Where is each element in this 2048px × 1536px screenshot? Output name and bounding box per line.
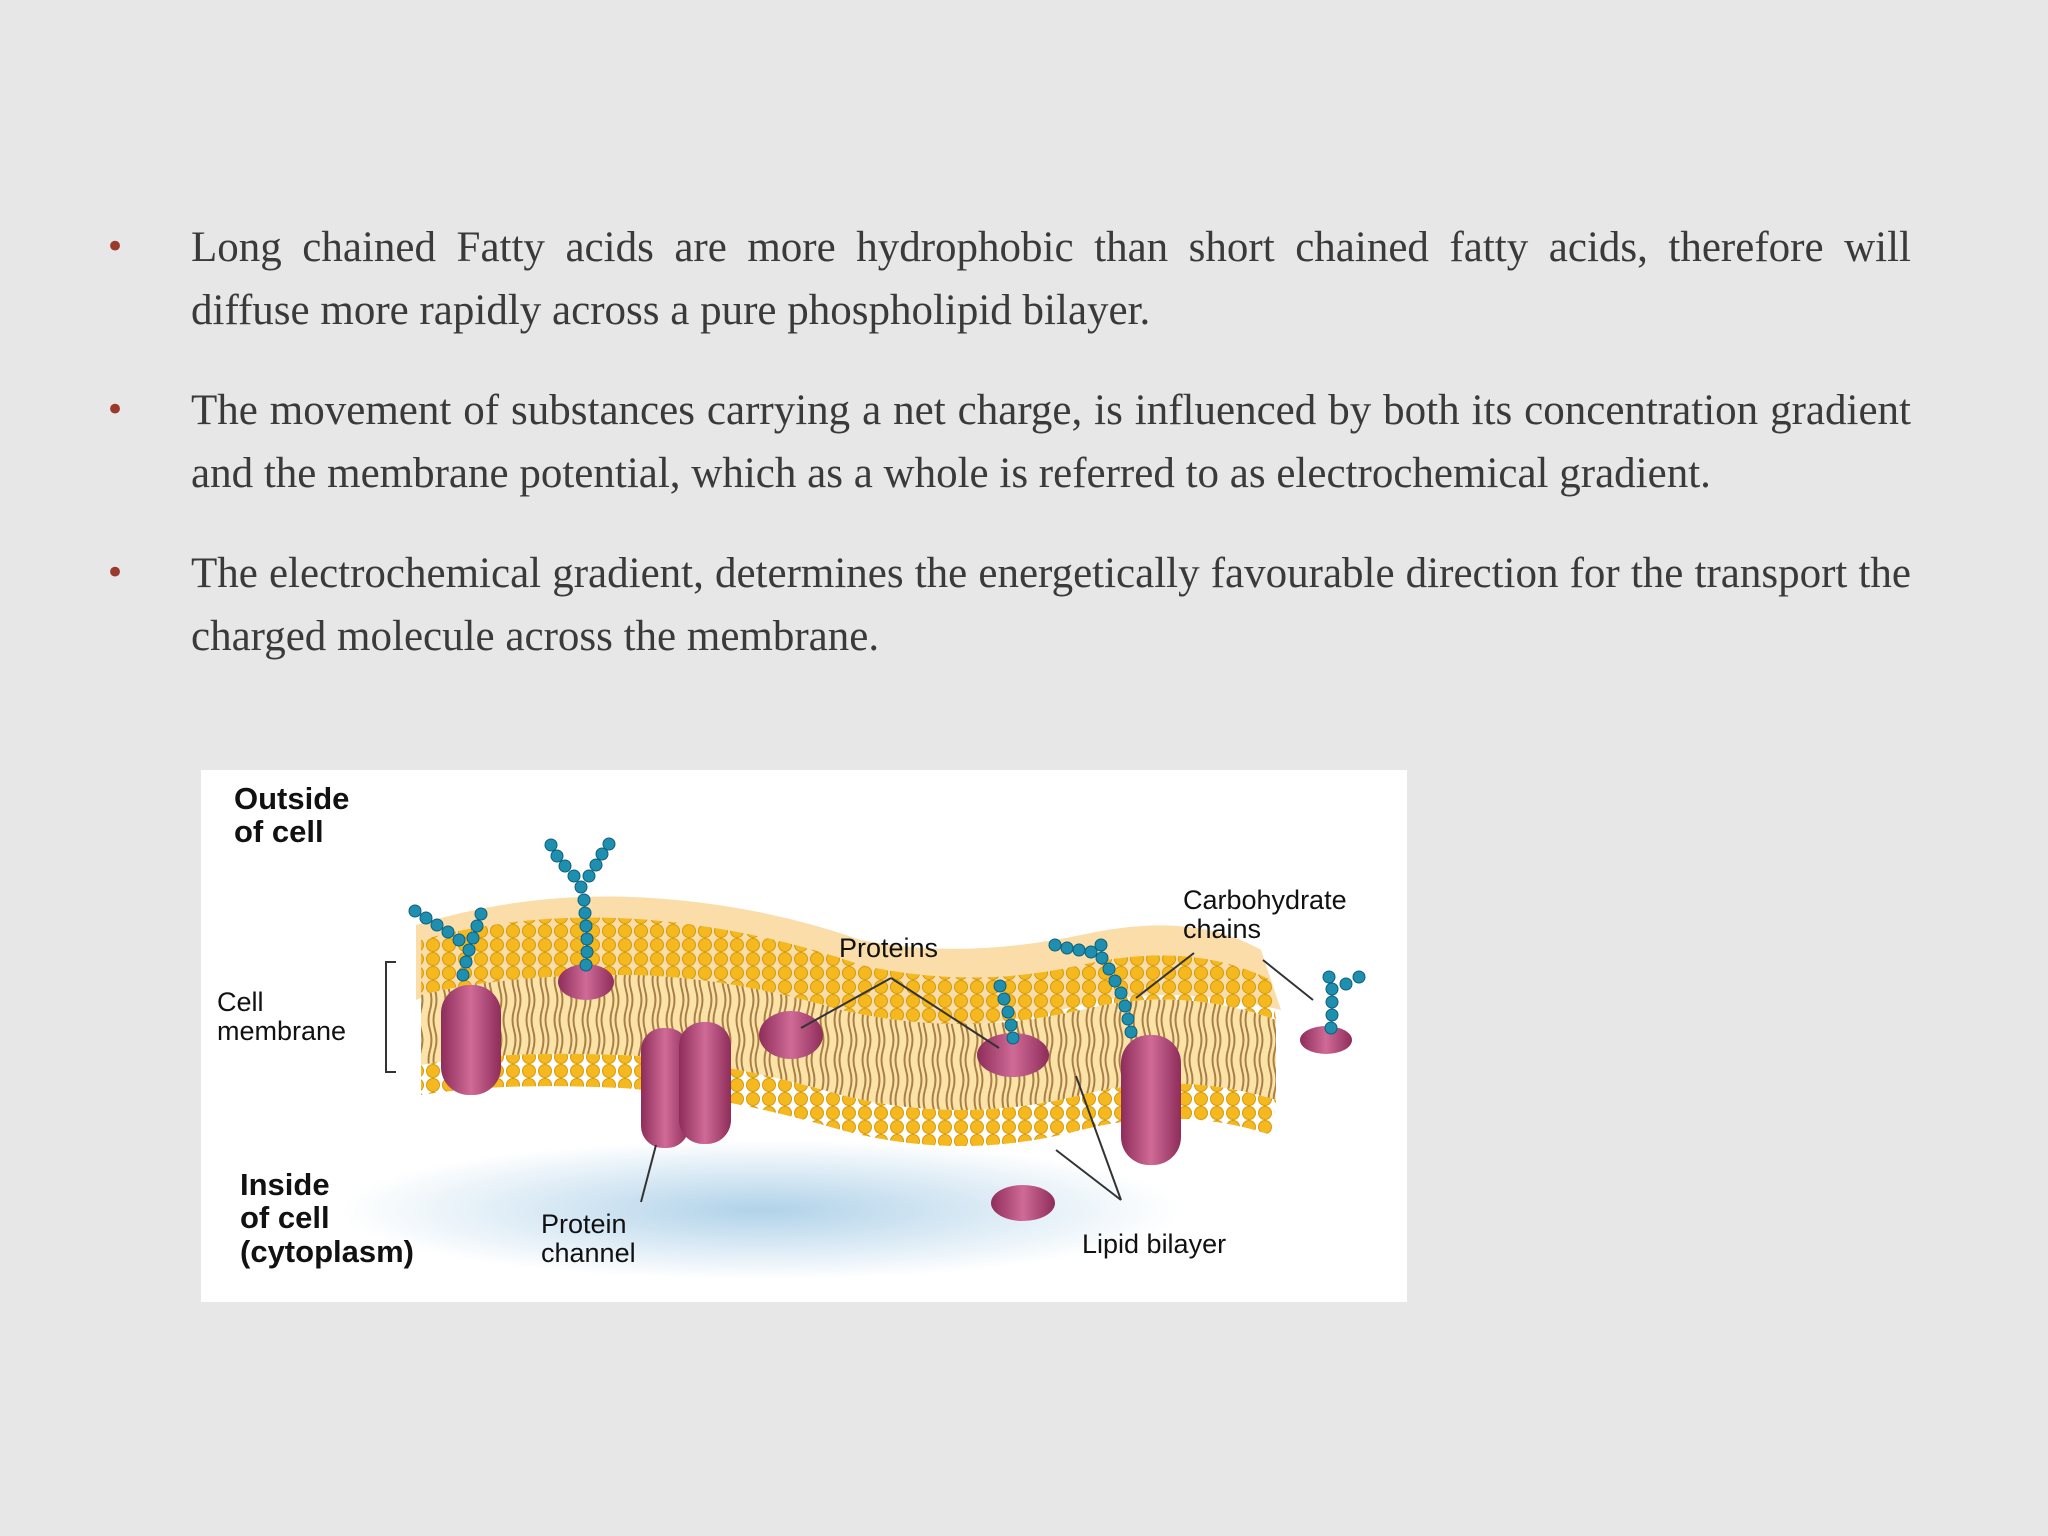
label-inside-of-cell: Inside of cell (cytoplasm) [240,1167,414,1269]
bullet-marker: • [105,390,126,430]
protein-right [1121,1035,1181,1165]
bullet-marker: • [105,227,126,267]
label-proteins: Proteins [839,933,939,963]
protein-channel [641,1022,731,1148]
bullet-list [105,216,1911,705]
bullet-text: The movement of substances carrying a net charge, is influenced by both its concentration gradient and the membrane potential, which as a whole is referred to as electrochemical gradient. [191,387,1911,497]
cell-membrane-diagram [201,770,1407,1302]
bullet-item [105,542,1911,668]
label-protein-channel: Protein channel [541,1209,636,1269]
label-lipid-bilayer: Lipid bilayer [1082,1229,1227,1259]
bullet-item [105,216,1911,342]
label-carbohydrate-chains: Carbohydrate chains [1183,885,1347,945]
protein-top-small [759,1011,823,1059]
bullet-text: Long chained Fatty acids are more hydrophobic than short chained fatty acids, therefore will diffuse more rapidly across a pure phospholipid bilayer. [191,224,1911,334]
cytoplasm-shadow [341,1140,1181,1280]
bullet-item [105,379,1911,505]
label-cell-membrane: Cell membrane [217,987,347,1047]
bullet-marker: • [105,553,126,593]
protein-left [441,985,501,1095]
bullet-text: The electrochemical gradient, determines the energetically favourable direction for the transport the charged molecule across the membrane. [191,550,1911,660]
label-outside-of-cell: Outside of cell [234,781,350,850]
